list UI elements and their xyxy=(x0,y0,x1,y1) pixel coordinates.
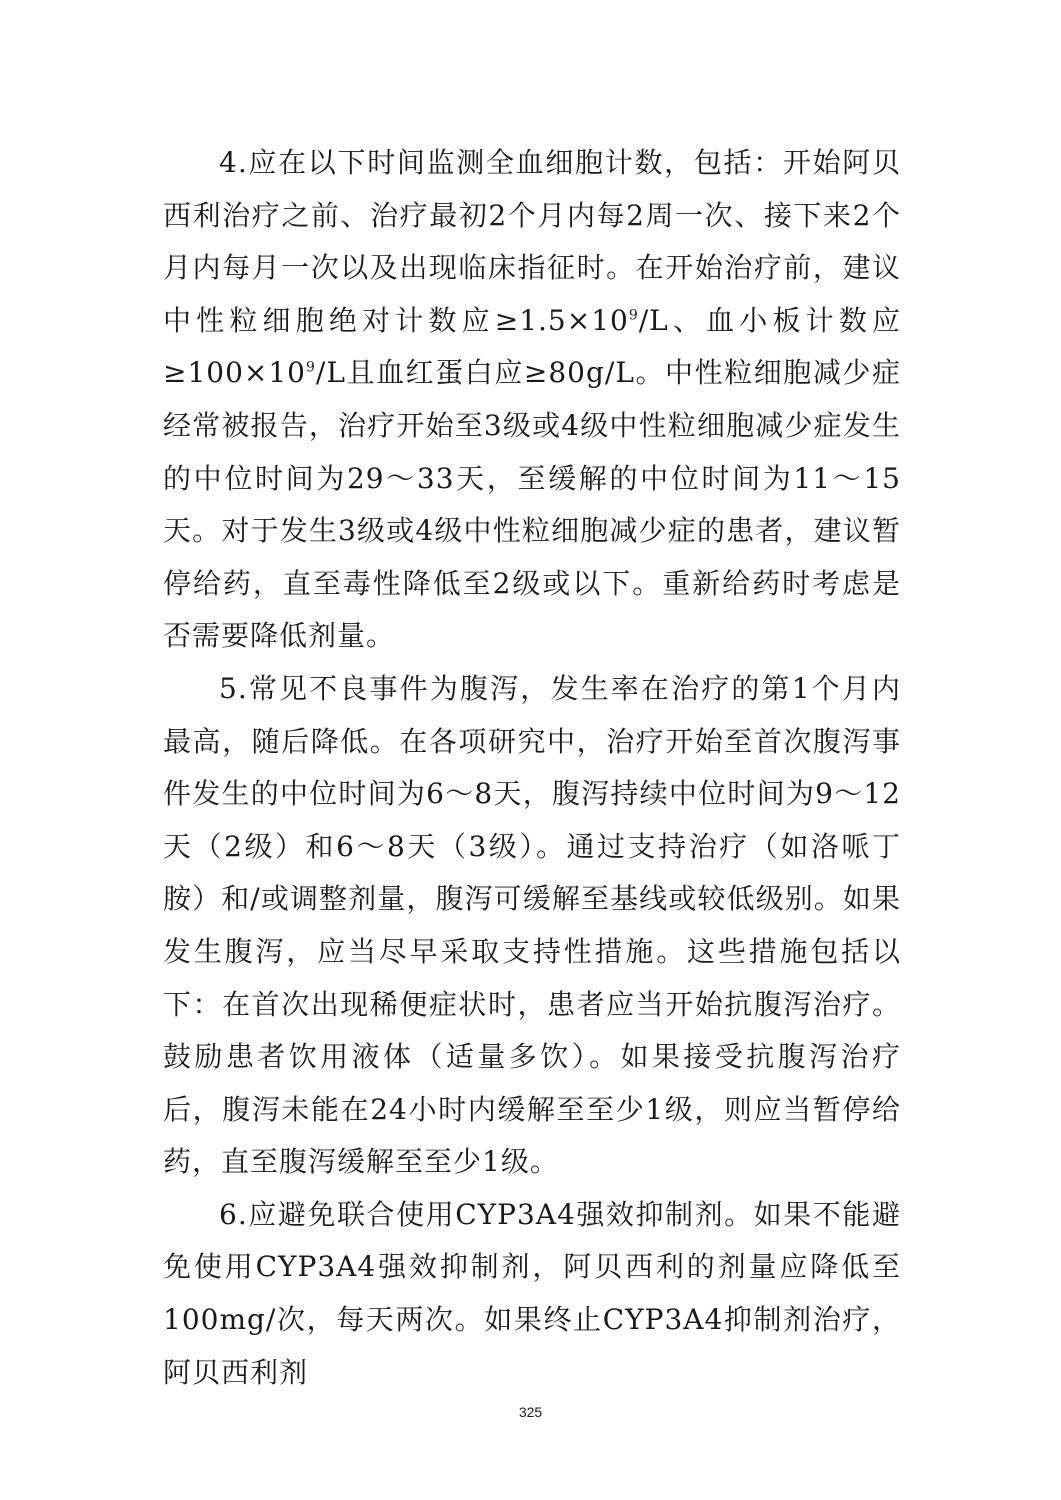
page-number: 325 xyxy=(518,1404,543,1420)
paragraph-4: 4.应在以下时间监测全血细胞计数，包括：开始阿贝西利治疗之前、治疗最初2个月内每2周一次、接下来2个月内每月一次以及出现临床指征时。在开始治疗前，建议中性粒细胞绝对计数应$\ge 1.5\times 10^9/L$、血小板计数应$\ge 100\times 10^9/L$且血红蛋白应≥80g/L。中性粒细胞减少症经常被报告，治疗开始至3级或4级中性粒细胞减少症发生的中位时间为29～33天，至缓解的中位时间为11～15天。对于发生3级或4级中性粒细胞减少症的患者，建议暂停给药，直至毒性降低至2级或以下。重新给药时考虑是否需要降低剂量。 xyxy=(163,146,901,653)
paragraph-6: 6.应避免联合使用CYP3A4强效抑制剂。如果不能避免使用CYP3A4强效抑制剂，阿贝西利的剂量应降低至100mg/次，每天两次。如果终止CYP3A4抑制剂治疗，阿贝西利剂 xyxy=(163,1197,901,1389)
paragraph-5: 5.常见不良事件为腹泻，发生率在治疗的第1个月内最高，随后降低。在各项研究中，治疗开始至首次腹泻事件发生的中位时间为6～8天，腹泻持续中位时间为9～12天（2级）和6～8天（3级）。通过支持治疗（如洛哌丁胺）和/或调整剂量，腹泻可缓解至基线或较低级别。如果发生腹泻，应当尽早采取支持性措施。这些措施包括以下：在首次出现稀便症状时，患者应当开始抗腹泻治疗。鼓励患者饮用液体（适量多饮）。如果接受抗腹泻治疗后，腹泻未能在24小时内缓解至至少1级，则应当暂停给药，直至腹泻缓解至至少1级。 xyxy=(163,671,901,1179)
document-body xyxy=(163,137,901,1399)
